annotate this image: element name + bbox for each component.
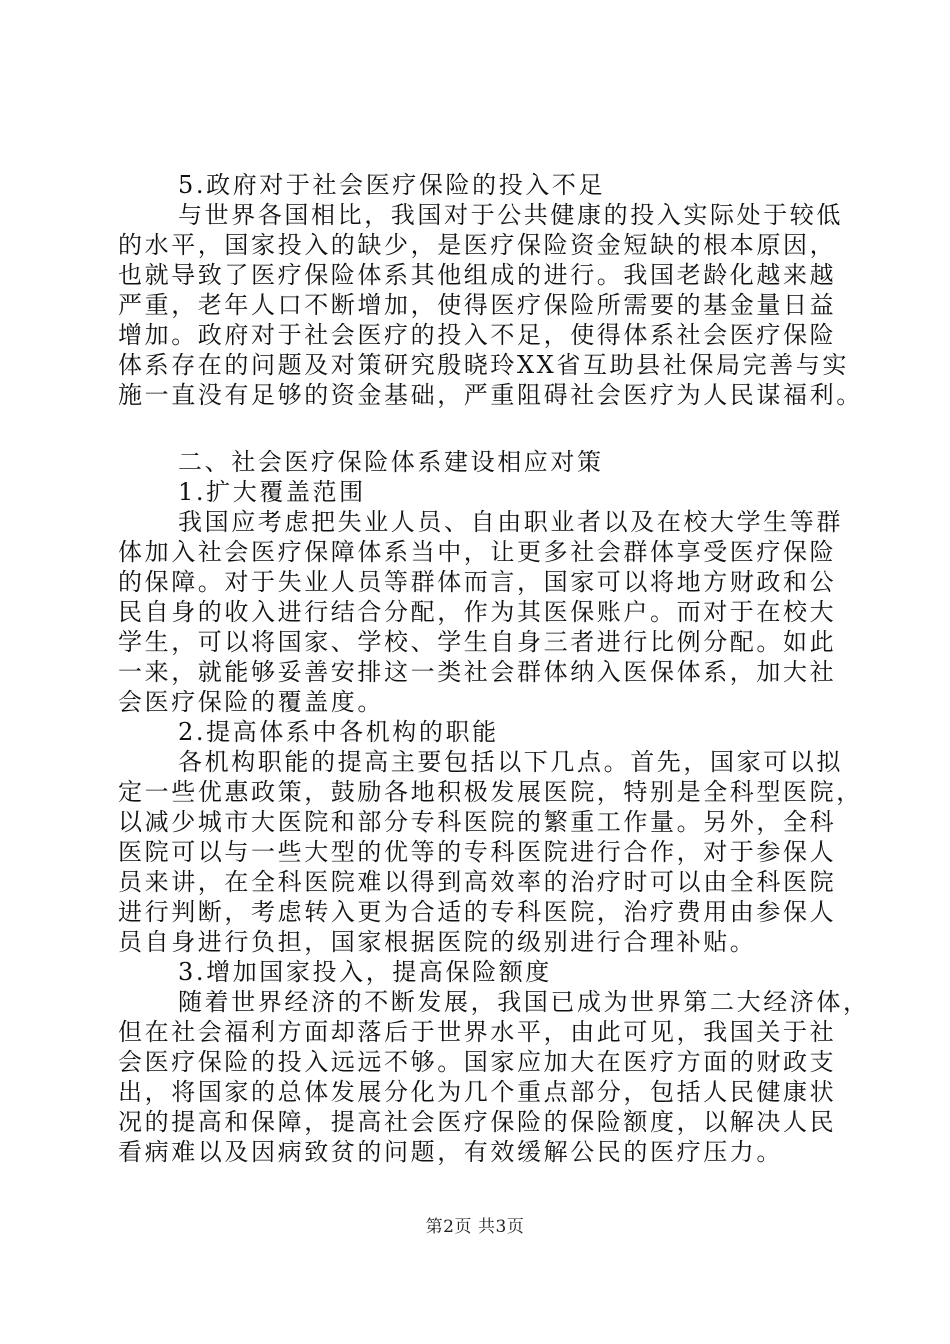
paragraph-line: 员来讲，在全科医院难以得到高效率的治疗时可以由全科医院 [118,868,837,896]
paragraph-line: 严重，老年人口不断增加，使得医疗保险所需要的基金量日益 [118,291,837,319]
section-spacer [118,410,848,447]
subsection-2-paragraph [118,747,863,957]
page-total: 共3页 [478,1217,525,1237]
paragraph-line: 况的提高和保障，提高社会医疗保险的保险额度，以解决人民 [118,1108,837,1136]
heading-5: 5.政府对于社会医疗保险的投入不足 [178,171,606,199]
paragraph-line: 我国应考虑把失业人员、自由职业者以及在校大学生等群 [178,508,843,536]
paragraph-line: 体系存在的问题及对策研究殷晓玲XX省互助县社保局完善与实 [118,351,849,379]
section-2-title: 二、社会医疗保险体系建设相应对策 [178,448,604,476]
paragraph-line: 的水平，国家投入的缺少，是医疗保险资金短缺的根本原因， [118,231,837,259]
paragraph-5 [118,200,863,410]
paragraph-line: 医院可以与一些大型的优等的专科医院进行合作，对于参保人 [118,838,837,866]
subsection-1-paragraph [118,507,848,717]
paragraph-line: 施一直没有足够的资金基础，严重阻碍社会医疗为人民谋福利。 [118,381,863,409]
subsection-1-title: 1.扩大覆盖范围 [178,478,366,506]
paragraph-line: 以减少城市大医院和部分专科医院的繁重工作量。另外，全科 [118,808,837,836]
paragraph-line: 进行判断，考虑转入更为合适的专科医院，治疗费用由参保人 [118,898,837,926]
subsection-3-paragraph [118,987,870,1167]
paragraph-line: 增加。政府对于社会医疗的投入不足，使得体系社会医疗保险 [118,321,837,349]
paragraph-line: 与世界各国相比，我国对于公共健康的投入实际处于较低 [178,201,843,229]
paragraph-line: 出，将国家的总体发展分化为几个重点部分，包括人民健康状 [118,1078,837,1106]
subsection-3-title: 3.增加国家投入，提高保险额度 [178,958,552,986]
page-number: 第2页 [425,1217,472,1237]
paragraph-line: 体加入社会医疗保障体系当中，让更多社会群体享受医疗保险 [118,538,837,566]
paragraph-line: 也就导致了医疗保险体系其他组成的进行。我国老龄化越来越 [118,261,837,289]
paragraph-line: 各机构职能的提高主要包括以下几点。首先，国家可以拟 [178,748,843,776]
paragraph-line: 定一些优惠政策，鼓励各地积极发展医院，特别是全科型医院， [118,778,863,806]
paragraph-line: 的保障。对于失业人员等群体而言，国家可以将地方财政和公 [118,568,837,596]
page-footer [0,1216,950,1238]
paragraph-line: 会医疗保险的覆盖度。 [118,688,384,716]
paragraph-line: 随着世界经济的不断发展，我国已成为世界第二大经济体， [178,988,870,1016]
paragraph-line: 一来，就能够妥善安排这一类社会群体纳入医保体系，加大社 [118,658,837,686]
subsection-2-title: 2.提高体系中各机构的职能 [178,718,499,746]
paragraph-line: 民自身的收入进行结合分配，作为其医保账户。而对于在校大 [118,598,837,626]
paragraph-line: 看病难以及因病致贫的问题，有效缓解公民的医疗压力。 [118,1138,783,1166]
paragraph-line: 但在社会福利方面却落后于世界水平，由此可见，我国关于社 [118,1018,837,1046]
paragraph-line: 员自身进行负担，国家根据医院的级别进行合理补贴。 [118,928,757,956]
paragraph-line: 学生，可以将国家、学校、学生自身三者进行比例分配。如此 [118,628,837,656]
paragraph-line: 会医疗保险的投入远远不够。国家应加大在医疗方面的财政支 [118,1048,837,1076]
document-body [118,170,870,1167]
